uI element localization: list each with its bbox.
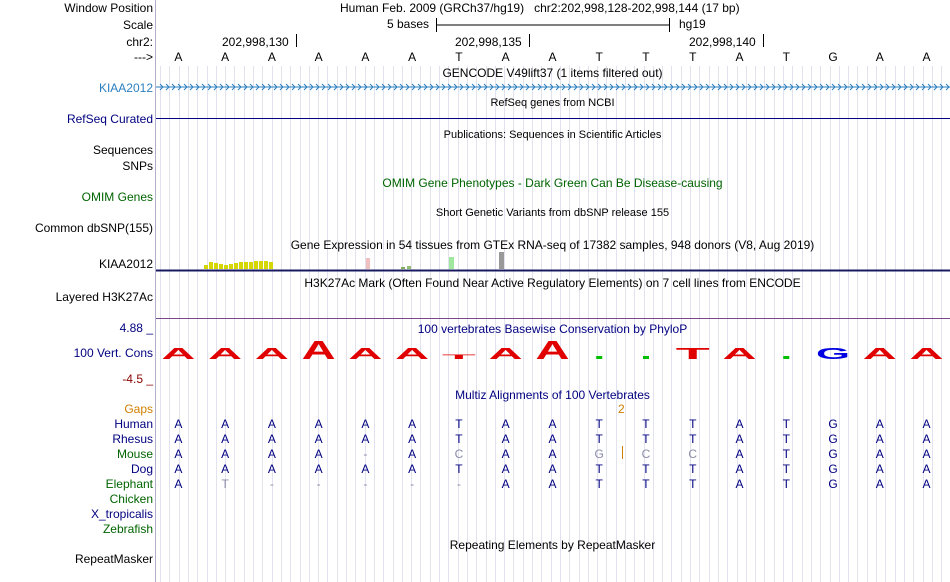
phylop-base-glyph: A [348,346,384,362]
alignment-base: A [174,462,183,476]
gencode-track-label[interactable]: KIAA2012 [98,81,153,95]
multiz-track-title[interactable]: Multiz Alignments of 100 Vertebrates [455,388,650,402]
alignment-base: - [316,477,321,491]
alignment-base: T [689,417,697,431]
phylop-base-glyph: A [488,346,524,362]
alignment-base: A [408,462,417,476]
gencode-track-title[interactable]: GENCODE V49lift37 (1 items filtered out) [442,66,663,80]
alignment-base: T [642,477,650,491]
alignment-base: A [314,432,323,446]
alignment-base: - [410,477,415,491]
alignment-base: T [595,462,603,476]
alignment-base: T [689,432,697,446]
reference-base: A [501,50,510,64]
alignment-base: A [314,462,323,476]
strand-label: ---> [134,50,153,64]
alignment-base: A [408,447,417,461]
omim-track-title[interactable]: OMIM Gene Phenotypes - Dark Green Can Be Disease-causing [382,176,723,190]
alignment-base: G [828,462,838,476]
alignment-base: T [782,462,790,476]
phylop-base-glyph: A [254,346,291,362]
alignment-base: A [174,477,183,491]
phylop-track-label[interactable]: 100 Vert. Cons [73,346,153,360]
species-label[interactable]: Chicken [109,492,153,506]
scale-text: 5 bases [387,17,430,31]
h3k27ac-baseline [156,318,950,319]
species-label[interactable]: Mouse [116,447,153,461]
alignment-base: A [922,432,931,446]
alignment-base: A [875,477,884,491]
alignment-base: C [641,447,651,461]
alignment-base: A [735,417,744,431]
alignment-base: T [642,432,650,446]
alignment-base: T [782,447,790,461]
alignment-base: T [689,477,697,491]
phylop-base-glyph: A [161,346,197,362]
publications-track-title[interactable]: Publications: Sequences in Scientific Articles [443,129,662,141]
phylop-mark [783,356,789,359]
ruler-position: 202,998,135 [455,35,522,49]
ruler-position: 202,998,130 [222,35,289,49]
snps-track-label[interactable]: SNPs [122,159,153,173]
species-label[interactable]: Zebrafish [102,522,153,536]
dbsnp-track-title[interactable]: Short Genetic Variants from dbSNP release 155 [435,207,670,219]
species-label[interactable]: X_tropicalis [90,507,153,521]
alignment-base: G [828,477,838,491]
phylop-min-value: -4.5 _ [122,372,153,386]
alignment-base: C [688,447,698,461]
reference-base: A [267,50,276,64]
ruler-tick [763,34,764,47]
window-position-text: Human Feb. 2009 (GRCh37/hg19) chr2:202,998,128-202,998,144 (17 bp) [340,1,740,15]
alignment-base: G [828,417,838,431]
gtex-track-title[interactable]: Gene Expression in 54 tissues from GTEx RNA-seq of 17382 samples, 948 donors (V8, Aug 2019) [290,238,815,252]
scale-label: Scale [122,18,153,32]
alignment-base: A [267,432,276,446]
alignment-base: A [735,477,744,491]
phylop-base-glyph: A [862,346,899,362]
scale-assembly: hg19 [679,17,706,31]
alignment-base: A [548,477,557,491]
alignment-base: A [174,447,183,461]
species-label[interactable]: Rhesus [112,432,153,446]
species-label[interactable]: Elephant [105,477,153,491]
phylop-base-glyph: T [675,346,711,362]
phylop-base-glyph: A [208,346,244,362]
alignment-base: A [221,417,230,431]
dbsnp-track-label[interactable]: Common dbSNP(155) [34,221,153,235]
repeatmasker-track-title[interactable]: Repeating Elements by RepeatMasker [449,538,656,552]
alignment-base: A [922,417,931,431]
alignment-base: T [455,432,463,446]
alignment-base: A [501,462,510,476]
gencode-gene-feature[interactable] [156,81,950,93]
alignment-base: A [922,477,931,491]
alignment-base: A [267,447,276,461]
reference-base: A [314,50,323,64]
alignment-base: T [595,477,603,491]
alignment-base: T [689,462,697,476]
alignment-base: G [828,447,838,461]
alignment-base: A [314,447,323,461]
reference-base: A [174,50,183,64]
phylop-base-glyph: G [816,346,851,362]
alignment-base: A [875,462,884,476]
alignment-base: A [408,417,417,431]
phylop-base-glyph: A [301,340,337,362]
alignment-base: T [782,477,790,491]
alignment-base: A [922,462,931,476]
alignment-base: T [642,417,650,431]
phylop-mark [643,356,649,359]
refseq-track-label[interactable]: RefSeq Curated [66,112,153,126]
species-label[interactable]: Human [114,417,153,431]
alignment-base: C [454,447,464,461]
phylop-base-glyph: A [722,346,758,362]
alignment-base: A [501,447,510,461]
alignment-base: A [267,462,276,476]
alignment-base: T [455,417,463,431]
reference-base: A [922,50,931,64]
h3k27ac-track-label[interactable]: Layered H3K27Ac [55,290,153,304]
alignment-base: A [548,462,557,476]
alignment-base: A [361,462,370,476]
alignment-base: A [221,462,230,476]
alignment-base: A [501,477,510,491]
alignment-base: - [363,447,368,461]
alignment-base: A [875,417,884,431]
alignment-base: A [221,432,230,446]
alignment-base: - [456,477,461,491]
phylop-logo[interactable] [156,340,950,362]
alignment-base: A [548,432,557,446]
gap-count: 2 [618,402,625,416]
repeatmasker-track-label[interactable]: RepeatMasker [74,552,153,566]
refseq-track-title[interactable]: RefSeq genes from NCBI [490,97,615,109]
phylop-max-value: 4.88 _ [119,321,153,335]
ruler-tick [296,34,297,47]
reference-base: T [689,50,697,64]
alignment-base: A [735,447,744,461]
alignment-base: T [782,432,790,446]
scale-bar [436,16,672,34]
alignment-base: T [595,432,603,446]
h3k27ac-track-title[interactable]: H3K27Ac Mark (Often Found Near Active Regulatory Elements) on 7 cell lines from ENCODE [304,276,801,290]
alignment-base: A [361,432,370,446]
alignment-base: A [314,417,323,431]
alignment-base: T [782,417,790,431]
reference-base: A [548,50,557,64]
alignment-base: - [269,477,274,491]
reference-base: G [828,50,838,64]
gaps-label: Gaps [124,402,153,416]
reference-base: A [408,50,417,64]
alignment-base: A [548,447,557,461]
alignment-base: T [642,462,650,476]
alignment-base: A [174,417,183,431]
phylop-base-glyph: T [441,355,479,361]
reference-base: T [455,50,463,64]
alignment-base: A [548,417,557,431]
phylop-base-glyph: A [535,340,570,362]
alignment-base: G [594,447,604,461]
reference-base: A [875,50,884,64]
phylop-track-title[interactable]: 100 vertebrates Basewise Conservation by PhyloP [417,322,688,336]
reference-base: A [361,50,370,64]
phylop-mark [596,356,602,359]
alignment-base: A [875,447,884,461]
alignment-base: A [735,432,744,446]
ruler-position: 202,998,140 [689,35,756,49]
species-label[interactable]: Dog [130,462,153,476]
reference-base: T [595,50,603,64]
window-position-label: Window Position [64,1,153,15]
alignment-base: T [455,462,463,476]
alignment-base: G [828,432,838,446]
alignment-base: T [221,477,229,491]
sequences-track-label[interactable]: Sequences [92,143,153,157]
reference-base: A [735,50,744,64]
alignment-base: A [922,447,931,461]
alignment-base: A [361,417,370,431]
alignment-base: A [174,432,183,446]
alignment-base: - [363,477,368,491]
alignment-base: A [501,417,510,431]
alignment-base: A [735,462,744,476]
alignment-base: T [595,417,603,431]
gtex-expression-bars[interactable] [156,250,950,272]
alignment-base: A [267,417,276,431]
omim-track-label[interactable]: OMIM Genes [81,190,153,204]
gtex-track-label[interactable]: KIAA2012 [98,257,153,271]
alignment-base: A [875,432,884,446]
gap-marker [622,446,623,459]
alignment-base: A [408,432,417,446]
alignment-base: A [221,447,230,461]
phylop-base-glyph: A [395,346,431,362]
reference-base: A [221,50,230,64]
ruler-tick [529,34,530,47]
refseq-gene-feature[interactable] [156,118,950,119]
alignment-base: A [501,432,510,446]
phylop-base-glyph: A [909,346,945,362]
reference-base: T [782,50,790,64]
reference-base: T [642,50,650,64]
chr-label: chr2: [126,35,153,49]
